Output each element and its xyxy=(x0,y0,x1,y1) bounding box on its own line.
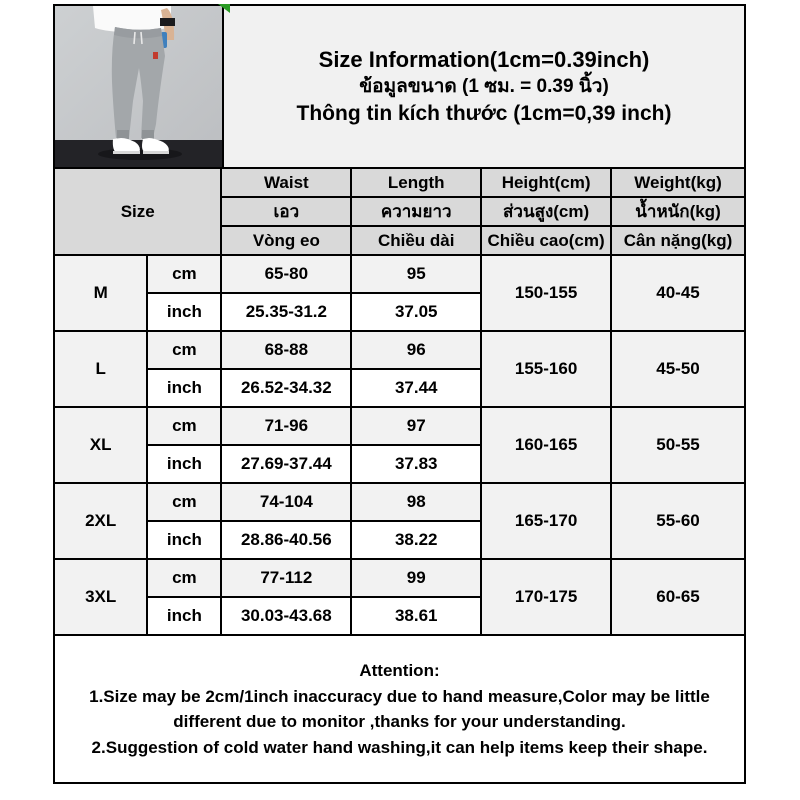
size-chart xyxy=(53,4,746,784)
length-cm-value: 97 xyxy=(351,407,481,445)
size-column-header: Size xyxy=(54,168,221,255)
size-table xyxy=(53,167,746,784)
height-value: 165-170 xyxy=(481,483,611,559)
length-cm-value: 96 xyxy=(351,331,481,369)
length-inch-value: 37.44 xyxy=(351,369,481,407)
weight-value: 50-55 xyxy=(611,407,745,483)
product-photo xyxy=(55,6,224,167)
length-inch-value: 38.61 xyxy=(351,597,481,635)
unit-cm-label: cm xyxy=(147,559,221,597)
waist-inch-value: 26.52-34.32 xyxy=(221,369,351,407)
waist-inch-value: 25.35-31.2 xyxy=(221,293,351,331)
col-header-height-en: Height(cm) xyxy=(481,168,611,197)
attention-note-1: 1.Size may be 2cm/1inch inaccuracy due to hand measure,Color may be little different due to monitor ,thanks for your understanding. xyxy=(89,686,710,731)
weight-value: 55-60 xyxy=(611,483,745,559)
waist-cm-value: 68-88 xyxy=(221,331,351,369)
col-header-height-vi: Chiều cao(cm) xyxy=(481,226,611,255)
length-cm-value: 98 xyxy=(351,483,481,521)
title-block xyxy=(224,6,744,167)
waist-cm-value: 74-104 xyxy=(221,483,351,521)
weight-value: 45-50 xyxy=(611,331,745,407)
col-header-waist-vi: Vòng eo xyxy=(221,226,351,255)
weight-value: 60-65 xyxy=(611,559,745,635)
size-label: L xyxy=(54,331,147,407)
col-header-waist-en: Waist xyxy=(221,168,351,197)
col-header-waist-th: เอว xyxy=(221,197,351,226)
title-th: ข้อมูลขนาด (1 ซม. = 0.39 นิ้ว) xyxy=(359,76,609,98)
col-header-weight-th: น้ำหนัก(kg) xyxy=(611,197,745,226)
title-en: Size Information(1cm=0.39inch) xyxy=(318,46,650,72)
size-label: 2XL xyxy=(54,483,147,559)
height-value: 170-175 xyxy=(481,559,611,635)
unit-inch-label: inch xyxy=(147,521,221,559)
unit-inch-label: inch xyxy=(147,293,221,331)
size-label: 3XL xyxy=(54,559,147,635)
waist-cm-value: 71-96 xyxy=(221,407,351,445)
unit-cm-label: cm xyxy=(147,483,221,521)
length-inch-value: 38.22 xyxy=(351,521,481,559)
weight-value: 40-45 xyxy=(611,255,745,331)
unit-cm-label: cm xyxy=(147,331,221,369)
waist-inch-value: 28.86-40.56 xyxy=(221,521,351,559)
waist-cm-value: 77-112 xyxy=(221,559,351,597)
waist-inch-value: 30.03-43.68 xyxy=(221,597,351,635)
size-label: M xyxy=(54,255,147,331)
size-label: XL xyxy=(54,407,147,483)
unit-inch-label: inch xyxy=(147,597,221,635)
top-section xyxy=(53,4,746,169)
height-value: 160-165 xyxy=(481,407,611,483)
col-header-height-th: ส่วนสูง(cm) xyxy=(481,197,611,226)
attention-section xyxy=(54,635,745,783)
unit-inch-label: inch xyxy=(147,369,221,407)
col-header-weight-en: Weight(kg) xyxy=(611,168,745,197)
col-header-length-en: Length xyxy=(351,168,481,197)
length-inch-value: 37.05 xyxy=(351,293,481,331)
col-header-length-vi: Chiều dài xyxy=(351,226,481,255)
height-value: 150-155 xyxy=(481,255,611,331)
unit-cm-label: cm xyxy=(147,407,221,445)
length-cm-value: 99 xyxy=(351,559,481,597)
product-photo-illustration xyxy=(55,6,222,167)
unit-inch-label: inch xyxy=(147,445,221,483)
length-inch-value: 37.83 xyxy=(351,445,481,483)
waist-inch-value: 27.69-37.44 xyxy=(221,445,351,483)
attention-note-2: 2.Suggestion of cold water hand washing,it can help items keep their shape. xyxy=(91,737,708,757)
height-value: 155-160 xyxy=(481,331,611,407)
attention-title: Attention: xyxy=(359,661,440,680)
length-cm-value: 95 xyxy=(351,255,481,293)
col-header-length-th: ความยาว xyxy=(351,197,481,226)
title-vi: Thông tin kích thước (1cm=0,39 inch) xyxy=(296,101,672,125)
unit-cm-label: cm xyxy=(147,255,221,293)
col-header-weight-vi: Cân nặng(kg) xyxy=(611,226,745,255)
waist-cm-value: 65-80 xyxy=(221,255,351,293)
